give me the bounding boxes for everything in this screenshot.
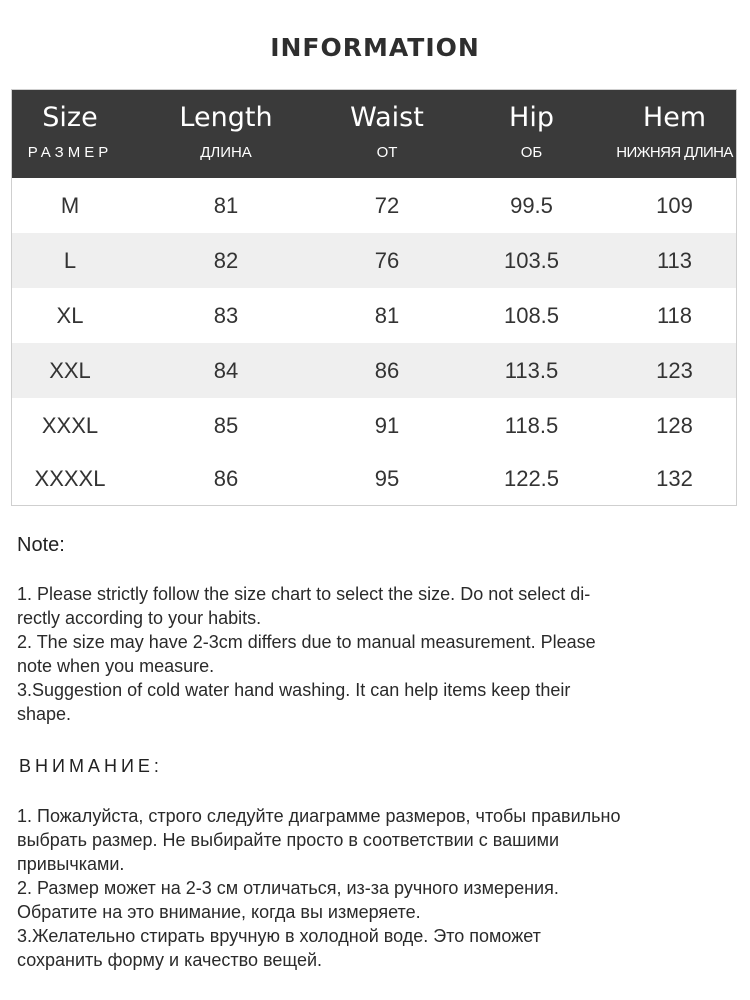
- cell-waist: 76: [374, 247, 400, 273]
- table-row: [12, 453, 736, 505]
- note-heading: Note:: [17, 534, 65, 556]
- header-label: Waist: [350, 102, 424, 133]
- header-hip: [450, 90, 613, 178]
- cell-length: 85: [213, 412, 239, 438]
- cell-size: L: [63, 247, 77, 273]
- table-row: [12, 233, 736, 288]
- header-sublabel: НИЖНЯЯ ДЛИНА: [616, 144, 733, 161]
- cell-length: 83: [213, 302, 239, 328]
- header-sublabel: ОТ: [376, 144, 398, 161]
- vnimanie-line: 2. Размер может на 2-3 см отличаться, из-за ручного измерения.: [17, 878, 559, 898]
- cell-size: M: [60, 192, 80, 218]
- vnimanie-line: 3.Желательно стирать вручную в холодной воде. Это поможет: [17, 926, 541, 946]
- cell-hip: 113.5: [504, 357, 559, 383]
- cell-hem: 123: [656, 357, 693, 383]
- table-row: [12, 178, 736, 233]
- vnimanie-line: Обратите на это внимание, когда вы измеряете.: [17, 902, 421, 922]
- cell-waist: 95: [374, 466, 400, 491]
- vnimanie-line: 1. Пожалуйста, строго следуйте диаграмме размеров, чтобы правильно: [17, 806, 621, 826]
- vnimanie-heading: ВНИМАНИЕ:: [19, 756, 163, 776]
- cell-waist: 81: [374, 302, 400, 328]
- note-line: rectly according to your habits.: [17, 608, 262, 628]
- header-size: [12, 90, 128, 178]
- header-hem: [613, 90, 736, 178]
- vnimanie-paragraph: [17, 804, 732, 972]
- header-sublabel: ДЛИНА: [200, 144, 252, 161]
- note-line: 1. Please strictly follow the size chart to select the size. Do not select di-: [17, 584, 591, 604]
- cell-size: XXL: [49, 357, 91, 383]
- cell-hip: 118.5: [504, 412, 559, 438]
- vnimanie-line: выбрать размер. Не выбирайте просто в соответствии с вашими: [17, 830, 560, 850]
- cell-hip: 99.5: [510, 192, 553, 218]
- cell-size: XXXL: [41, 412, 99, 438]
- note-line: 2. The size may have 2-3cm differs due to manual measurement. Please: [17, 632, 596, 652]
- header-sublabel: РАЗМЕР: [27, 144, 113, 161]
- size-chart-table: [11, 89, 737, 506]
- table-header: [12, 90, 736, 178]
- cell-hip: 108.5: [503, 302, 560, 328]
- header-label: Size: [42, 102, 98, 133]
- header-label: Hip: [509, 102, 554, 133]
- table-row: [12, 343, 736, 398]
- cell-hem: 109: [656, 192, 693, 218]
- vnimanie-line: привычками.: [17, 854, 125, 874]
- cell-hip: 122.5: [503, 466, 560, 491]
- cell-hem: 118: [656, 302, 693, 328]
- note-paragraph: [17, 582, 732, 726]
- note-line: note when you measure.: [17, 656, 215, 676]
- page-title: INFORMATION: [270, 33, 480, 62]
- cell-length: 82: [213, 247, 239, 273]
- cell-length: 81: [213, 192, 239, 218]
- cell-hip: 103.5: [503, 247, 560, 273]
- table-row: [12, 288, 736, 343]
- header-waist: [324, 90, 450, 178]
- cell-waist: 91: [374, 412, 400, 438]
- header-length: [128, 90, 324, 178]
- header-label: Hem: [642, 102, 707, 133]
- cell-size: XL: [56, 302, 84, 328]
- cell-hem: 113: [656, 247, 693, 273]
- header-label: Length: [179, 102, 273, 133]
- header-sublabel: ОБ: [520, 144, 543, 161]
- cell-hem: 132: [656, 466, 693, 491]
- table-body: [12, 178, 736, 505]
- note-line: shape.: [17, 704, 72, 724]
- vnimanie-line: сохранить форму и качество вещей.: [17, 950, 323, 970]
- cell-waist: 86: [374, 357, 400, 383]
- cell-length: 84: [213, 357, 239, 383]
- cell-size: XXXXL: [34, 466, 106, 491]
- cell-hem: 128: [656, 412, 693, 438]
- cell-waist: 72: [374, 192, 400, 218]
- note-line: 3.Suggestion of cold water hand washing. It can help items keep their: [17, 680, 571, 700]
- table-row: [12, 398, 736, 453]
- cell-length: 86: [213, 466, 239, 491]
